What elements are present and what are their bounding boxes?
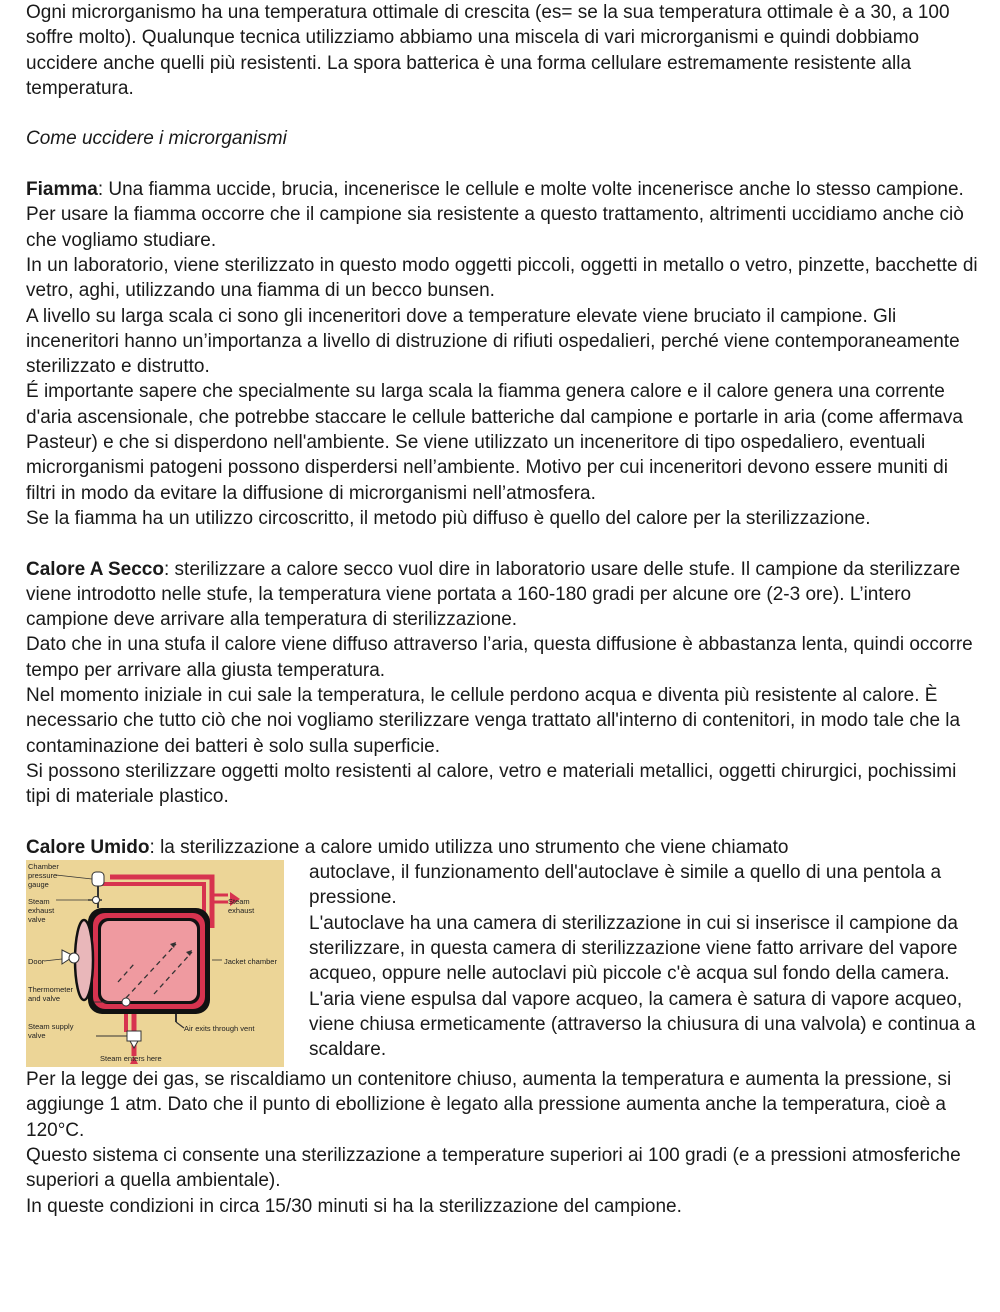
label-thermometer: Thermometer	[28, 985, 74, 995]
section-title: Come uccidere i microrganismi	[26, 128, 287, 150]
fiamma-heading: Fiamma	[26, 179, 98, 201]
umido-heading: Calore Umido	[26, 836, 150, 858]
umido-text-rest: autoclave, il funzionamento dell'autoclave è simile a quello di una pentola a pressione.	[309, 862, 942, 909]
fiamma-paragraph-1	[26, 177, 982, 253]
autoclave-diagram	[26, 860, 284, 1067]
label-steam-exhaust-2: exhaust	[228, 906, 255, 916]
fiamma-paragraph-5: Se la fiamma ha un utilizzo circoscritto, il metodo più diffuso è quello del calore per la sterilizzazione.	[26, 507, 871, 529]
document-page	[26, 0, 982, 1219]
umido-paragraph-2: L'autoclave ha una camera di sterilizzazione in cui si inserisce il campione da sterilizzare, in questa camera di sterilizzazione viene fatto arrivare del vapore acqueo, oppure nelle autoclavi più piccole c'è acqua sul fondo della camera. L'aria viene espulsa dal vapore acqueo, la camera è satura di vapore acqueo, viene chiusa ermeticamente (attraverso la chiusura di una valvola) e continua a scaldare.	[309, 912, 976, 1061]
umido-text-lead: : la sterilizzazione a calore umido utilizza uno strumento che viene chiamato	[149, 836, 789, 858]
secco-paragraph-2: Dato che in una stufa il calore viene diffuso attraverso l’aria, questa diffusione è abbastanza lenta, quindi occorre tempo per arrivare alla giusta temperatura.	[26, 634, 973, 681]
exhaust-valve-icon	[88, 897, 102, 904]
label-air-exits: Air exits through vent	[184, 1024, 255, 1034]
label-thermometer-2: and valve	[28, 994, 61, 1004]
label-steam-enters: Steam enters here	[100, 1054, 162, 1064]
intro-paragraph: Ogni microrganismo ha una temperatura ottimale di crescita (es= se la sua temperatura ottimale è a 30, a 100 soffre molto). Qualunque tecnica utilizziamo abbiamo una miscela di vari microrganismi e quindi dobbiamo uccidere anche quelli più resistenti. La spora batterica è una forma cellulare estremamente resistente alla temperatura.	[26, 2, 950, 99]
label-chamber-gauge-3: gauge	[28, 880, 49, 890]
label-steam-supply: Steam supply	[28, 1022, 74, 1032]
label-chamber-gauge: Chamber	[28, 862, 59, 872]
secco-paragraph-1	[26, 557, 982, 633]
steam-supply-valve-icon	[96, 1031, 141, 1048]
secco-paragraph-3: Nel momento iniziale in cui sale la temperatura, le cellule perdono acqua e diventa più resistente al calore. È necessario che tutto ciò che noi vogliamo sterilizzare venga trattato all'interno di contenitori, in modo tale che la contaminazione dei batteri è solo sulla superficie.	[26, 685, 961, 757]
secco-heading: Calore A Secco	[26, 558, 164, 580]
label-steam-exhaust: Steam	[228, 897, 250, 907]
label-jacket-chamber: Jacket chamber	[224, 957, 277, 967]
fiamma-paragraph-4: É importante sapere che specialmente su larga scala la fiamma genera calore e il calore genera una corrente d'aria ascensionale, che potrebbe staccare le cellule batteriche dal campione e portarle in aria (come affermava Pasteur) e che si disperdono nell'ambiente. Se viene utilizzato un inceneritore di tipo ospedaliero, eventuali microrganismi patogeni possono disperdersi nell’ambiente. Motivo per cui inceneritori devono essere muniti di filtri in modo da evitare la diffusione di microrganismi nell’atmosfera.	[26, 381, 963, 504]
label-exhaust-valve: Steam	[28, 897, 50, 907]
label-door: Door	[28, 957, 45, 967]
sterilization-chamber	[101, 921, 197, 1001]
secco-paragraph-4: Si possono sterilizzare oggetti molto resistenti al calore, vetro e materiali metallici, oggetti chirurgici, pochissimi tipi di materiale plastico.	[26, 760, 957, 808]
fiamma-text-1: : Una fiamma uccide, brucia, incenerisce le cellule e molte volte incenerisce anche lo stesso campione. Per usare la fiamma occorre che il campione sia resistente a questo trattamento, altrimenti uccidiamo anche ciò che vogliamo studiare.	[26, 179, 964, 251]
umido-paragraph-4: Questo sistema ci consente una sterilizzazione a temperature superiori ai 100 gradi (e a pressioni atmosferiche superiori a quella ambientale).	[26, 1144, 961, 1192]
label-chamber-gauge-2: pressure	[28, 871, 58, 881]
label-exhaust-valve-3: valve	[28, 915, 46, 925]
umido-paragraph-5: In queste condizioni in circa 15/30 minuti si ha la sterilizzazione del campione.	[26, 1195, 682, 1217]
label-exhaust-valve-2: exhaust	[28, 906, 55, 916]
fiamma-paragraph-3: A livello su larga scala ci sono gli inceneritori dove a temperature elevate viene bruciato il campione. Gli inceneritori hanno un’importanza a livello di distruzione di rifiuti ospedalieri, perché viene contemporaneamente sterilizzato e distrutto.	[26, 305, 960, 378]
umido-paragraph-1-lead	[26, 835, 982, 860]
umido-paragraph-3: Per la legge dei gas, se riscaldiamo un contenitore chiuso, aumenta la temperatura e aumenta la pressione, si aggiunge 1 atm. Dato che il punto di ebollizione è legato alla pressione aumenta anche la temperatura, cioè a 120°C.	[26, 1069, 952, 1141]
label-steam-supply-2: valve	[28, 1031, 46, 1041]
fiamma-paragraph-2: In un laboratorio, viene sterilizzato in questo modo oggetti piccoli, oggetti in metallo o vetro, pinzette, bacchette di vetro, aghi, utilizzando una fiamma di un becco bunsen.	[26, 254, 978, 302]
secco-text-1: : sterilizzare a calore secco vuol dire in laboratorio usare delle stufe. Il campione da sterilizzare viene introdotto nelle stufe, la temperatura viene portata a 160-180 gradi per alcune ore (2-3 ore). L’intero campione deve arrivare alla temperatura di sterilizzazione.	[26, 558, 961, 631]
